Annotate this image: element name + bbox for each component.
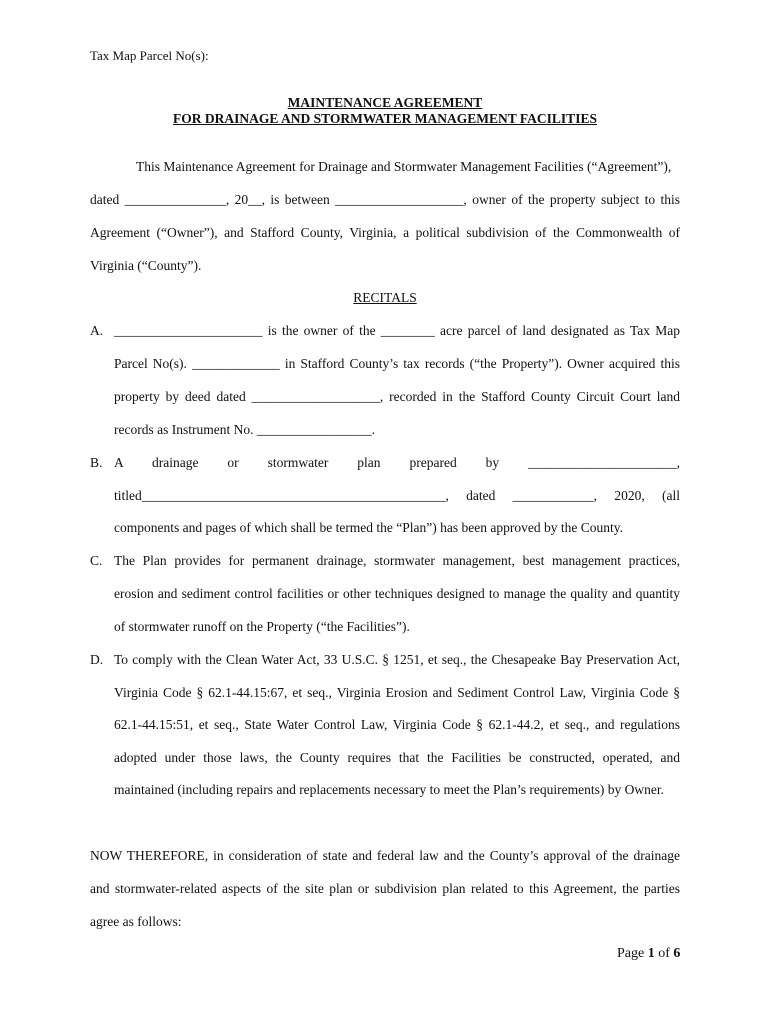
recital-c-line-3: of stormwater runoff on the Property (“the Facilities”). [114, 619, 410, 634]
page-word: Page [617, 946, 645, 961]
now-therefore-line-3: agree as follows: [90, 914, 182, 929]
recital-a-marker: A. [90, 323, 104, 338]
recital-b-line-3: components and pages of which shall be termed the “Plan”) has been approved by the County. [114, 520, 623, 535]
intro-line-4: Virginia (“County”). [90, 258, 202, 273]
page-number: 1 [647, 946, 655, 961]
recital-d-line-2: Virginia Code § 62.1-44.15:67, et seq., Virginia Erosion and Sediment Control Law, Virginia Code § [114, 685, 680, 700]
recital-b-line-2: titled_____________________________________________, dated ____________, 2020, (all [114, 488, 680, 503]
intro-line-2: dated _______________, 20__, is between ___________________, owner of the property subject to this [90, 192, 680, 207]
now-therefore-line-1: NOW THEREFORE, in consideration of state and federal law and the County’s approval of the drainage [90, 848, 680, 863]
recital-d-line-4: adopted under those laws, the County requires that the Facilities be constructed, operated, and [114, 750, 680, 765]
page-footer [617, 945, 680, 963]
recital-d-line-5: maintained (including repairs and replacements necessary to meet the Plan’s requirements) by Owner. [114, 782, 664, 797]
title-line-2: FOR DRAINAGE AND STORMWATER MANAGEMENT FACILITIES [173, 111, 597, 126]
tax-map-parcel-label: Tax Map Parcel No(s): [90, 48, 209, 63]
recital-c-line-2: erosion and sediment control facilities or other techniques designed to manage the quality and quantity [114, 586, 680, 601]
now-therefore-line-2: and stormwater-related aspects of the site plan or subdivision plan related to this Agreement, the parties [90, 881, 680, 896]
recital-b-marker: B. [90, 455, 103, 470]
recital-c-line-1: The Plan provides for permanent drainage, stormwater management, best management practices, [114, 553, 680, 568]
recital-a-line-1: ______________________ is the owner of the ________ acre parcel of land designated as Tax Map [114, 323, 680, 338]
recitals-heading: RECITALS [353, 290, 417, 305]
intro-line-1: This Maintenance Agreement for Drainage and Stormwater Management Facilities (“Agreement”), [136, 159, 672, 174]
recital-d-line-1: To comply with the Clean Water Act, 33 U.S.C. § 1251, et seq., the Chesapeake Bay Preservation Act, [114, 652, 680, 667]
page-total: 6 [673, 946, 681, 961]
intro-line-3: Agreement (“Owner”), and Stafford County, Virginia, a political subdivision of the Commonwealth of [90, 225, 680, 240]
recital-a-line-2: Parcel No(s). _____________ in Stafford County’s tax records (“the Property”). Owner acquired this [114, 356, 680, 371]
recital-d-line-3: 62.1-44.15:51, et seq., State Water Control Law, Virginia Code § 62.1-44.2, et seq., and regulations [114, 717, 680, 732]
recital-a-line-4: records as Instrument No. _________________. [114, 422, 375, 437]
recital-a-line-3: property by deed dated ___________________, recorded in the Stafford County Circuit Court land [114, 389, 680, 404]
of-word: of [658, 946, 670, 961]
title-line-1: MAINTENANCE AGREEMENT [287, 95, 483, 110]
recital-d-marker: D. [90, 652, 104, 667]
recital-c-marker: C. [90, 553, 103, 568]
recital-b-line-1: A drainage or stormwater plan prepared by ______________________, [114, 455, 680, 470]
